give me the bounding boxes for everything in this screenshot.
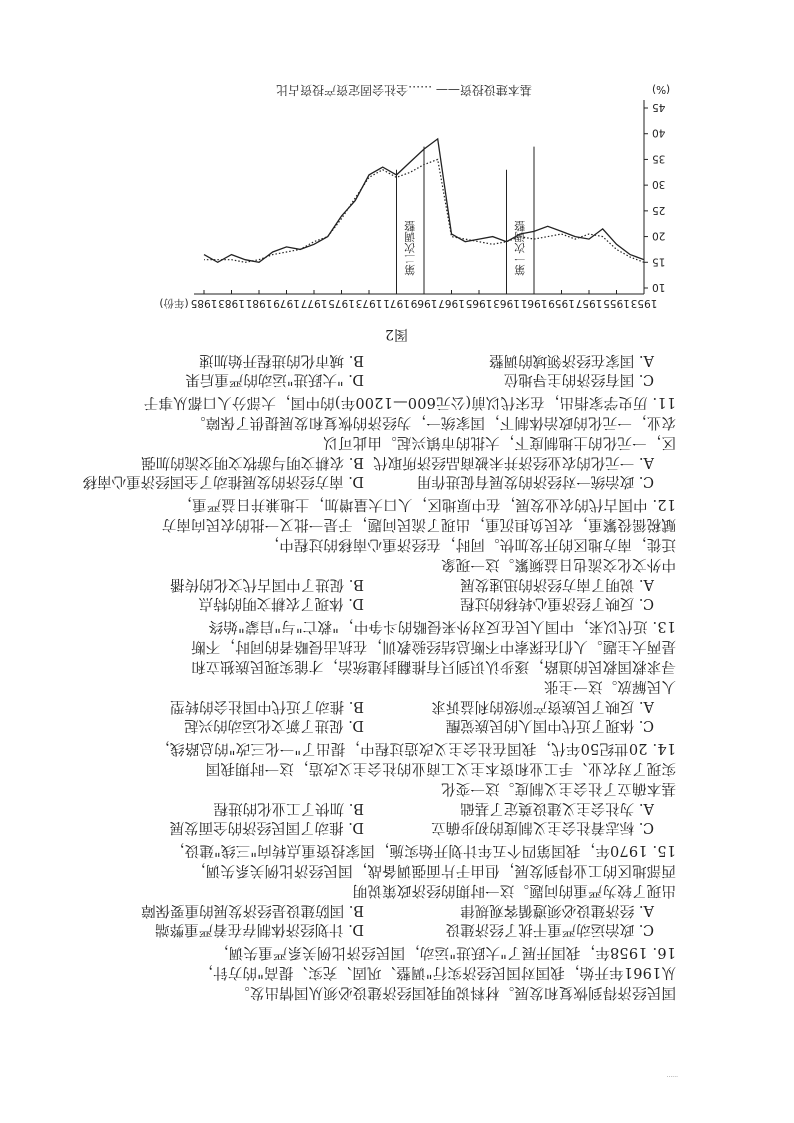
- x-axis-label: (年份): [159, 297, 189, 309]
- x-tick-label: 1979: [273, 297, 300, 309]
- q14-option-c: C. 标志着社会主义制度的初步确立: [431, 819, 654, 835]
- x-tick-label: 1977: [300, 297, 328, 309]
- q13-stem-line-1: 13. 近代以来，中国人民在反对外来侵略的斗争中，"救亡"与"启蒙"始终: [208, 618, 676, 634]
- q14-option-d: D. 推动了国民经济的全面发展: [169, 819, 364, 835]
- q11-stem-line-2: 农业，一元化的政治体制下，国家统一，为经济的恢复和发展提供了保障。: [190, 414, 676, 430]
- q16-stem-line-1: 16. 1958年，我国开展了"大跃进"运动，国民经济比例关系严重失调，: [213, 944, 676, 960]
- x-tick-label: 1953: [630, 297, 658, 309]
- y-tick-label: 30: [652, 178, 666, 191]
- q15-option-a: A. 经济建设必须遵循客观规律: [460, 902, 654, 918]
- x-tick-label: 1967: [438, 297, 465, 309]
- chart-axes: [194, 100, 644, 294]
- q15-stem-line-3: 出现了较为严重的问题。这一时期的经济政策说明: [352, 882, 676, 898]
- x-tick-label: 1959: [548, 297, 575, 309]
- x-tick-label: 1961: [520, 297, 548, 309]
- q12-stem-line-1: 12. 中国古代的农业发展，在中原地区，人口大量增加，土地兼并日益严重，: [177, 496, 676, 512]
- q14-stem-line-1: 14. 20世纪50年代，我国在社会主义改造过程中，提出了"一化三改"的总路线，: [155, 740, 676, 756]
- q11-option-a: A. 一元化的农业经济并未被商品经济所取代: [373, 454, 654, 470]
- q13-stem-line-4: 人民解放。这一主张: [543, 678, 676, 694]
- y-tick-label: 35: [652, 152, 666, 165]
- q14-stem-line-2: 实现了对农业、手工业和资本主义工商业的社会主义改造，这一时期我国: [205, 760, 676, 776]
- q10-option-d: D. "大跃进"运动的严重后果: [185, 371, 364, 387]
- q13-option-b: B. 推动了近代中国社会的转型: [170, 698, 364, 714]
- q12-stem-line-4: 中外文化交流也日益频繁。这一现象: [440, 556, 676, 572]
- y-tick-label: 45: [652, 101, 666, 113]
- q15-option-b: B. 国防建设是经济发展的重要保障: [141, 902, 364, 918]
- x-tick-label: 1971: [383, 297, 410, 309]
- y-tick-label: 25: [652, 203, 666, 216]
- corner-mark: ......: [666, 1074, 678, 1081]
- x-tick-label: 1957: [575, 297, 603, 309]
- q14-option-b: B. 加快了工业化的进程: [213, 800, 364, 816]
- q11-option-d: D. 南方经济的发展推动了全国经济重心南移: [82, 473, 364, 489]
- q10-option-c: C. 国有经济的主导地位: [503, 371, 654, 387]
- q12-option-b: B. 促进了中国古代文化的传播: [170, 576, 364, 592]
- figure-caption: 图2: [385, 326, 408, 342]
- q16-stem-line-3: 国民经济得到恢复和发展。材料说明我国经济建设必须从国情出发。: [235, 984, 676, 1000]
- legend-text: 基本建设投资—— ……全社会固定资产投资占比: [276, 83, 532, 97]
- x-tick-label: 1965: [465, 297, 493, 309]
- q12-option-a: A. 说明了南方经济的迅速发展: [460, 576, 654, 592]
- x-tick-label: 1981: [245, 297, 273, 309]
- period-bands: [397, 147, 535, 294]
- x-tick-label: 1969: [410, 297, 438, 309]
- q11-option-c: C. 政治统一对经济的发展有促进作用: [416, 473, 654, 489]
- y-tick-label: 10: [652, 281, 666, 293]
- period-label: 第二次调整: [403, 220, 417, 276]
- q10-option-a: A. 国家在经济领域的调整: [489, 352, 654, 368]
- x-tick-label: 1985: [190, 297, 218, 309]
- q10-option-b: B. 城市化的进程开始加速: [199, 352, 364, 368]
- q13-stem-line-2: 是两大主题。人们在探索中不断总结经验教训，在抗击侵略者的同时，不断: [190, 638, 676, 654]
- q15-stem-line-2: 西部地区的工业得到发展，但由于片面强调备战，国民经济比例关系失调，: [190, 862, 676, 878]
- q13-stem-line-3: 寻求救国救民的道路，逐步认识到只有推翻封建统治，才能实现民族独立和: [190, 658, 676, 674]
- x-tick-label: 1963: [493, 297, 520, 309]
- q14-stem-line-3: 基本确立了社会主义制度。这一变化: [440, 780, 676, 796]
- q12-stem-line-2: 赋税徭役繁重，农民负担沉重，出现了流民问题，于是一批又一批的农民向南方: [161, 516, 676, 532]
- x-tick-label: 1955: [603, 297, 630, 309]
- y-tick-label: 15: [652, 255, 666, 268]
- y-tick-label: 20: [652, 229, 666, 242]
- q12-option-c: C. 反映了经济重心转移的过程: [460, 595, 654, 611]
- q15-option-d: D. 计划经济体制存在着严重弊端: [155, 921, 364, 937]
- chart-legend: [276, 83, 532, 98]
- q14-option-a: A. 为社会主义建设奠定了基础: [460, 800, 654, 816]
- x-tick-label: 1975: [328, 297, 355, 309]
- y-axis-label: (%): [652, 83, 671, 95]
- q13-option-c: C. 体现了近代中国人的民族觉醒: [445, 717, 654, 733]
- q15-option-c: C. 政治运动严重干扰了经济建设: [445, 921, 654, 937]
- q11-stem-line-3: 区，一元化的土地制度下，大批的市镇兴起。由此可以: [323, 434, 676, 450]
- q11-stem-line-1: 11. 历史学家指出，在宋代以前(公元600—1200年)的中国，大部分人口都从事于: [143, 394, 676, 410]
- q15-stem-line-1: 15. 1970年，我国第四个五年计划开始实施，国家投资重点转向"三线"建设，: [169, 842, 676, 858]
- x-tick-label: 1973: [355, 297, 383, 309]
- period-label: 第一次调整: [513, 220, 527, 276]
- q11-option-b: B. 农耕文明与游牧文明交流的加强: [141, 454, 364, 470]
- q12-option-d: D. 体现了农耕文明的特点: [198, 595, 364, 611]
- q13-option-a: A. 反映了民族资产阶级的利益诉求: [431, 698, 654, 714]
- x-tick-label: 1983: [218, 297, 245, 309]
- axis-ticks: [159, 83, 670, 310]
- q12-stem-line-3: 迁徙，南方地区的开发加快。同时，在经济重心南移的过程中，: [264, 536, 676, 552]
- q13-option-d: D. 促进了新文化运动的兴起: [184, 717, 364, 733]
- y-tick-label: 40: [652, 126, 666, 139]
- q16-stem-line-2: 从1961年开始，我国对国民经济实行"调整、巩固、充实、提高"的方针，: [198, 964, 676, 980]
